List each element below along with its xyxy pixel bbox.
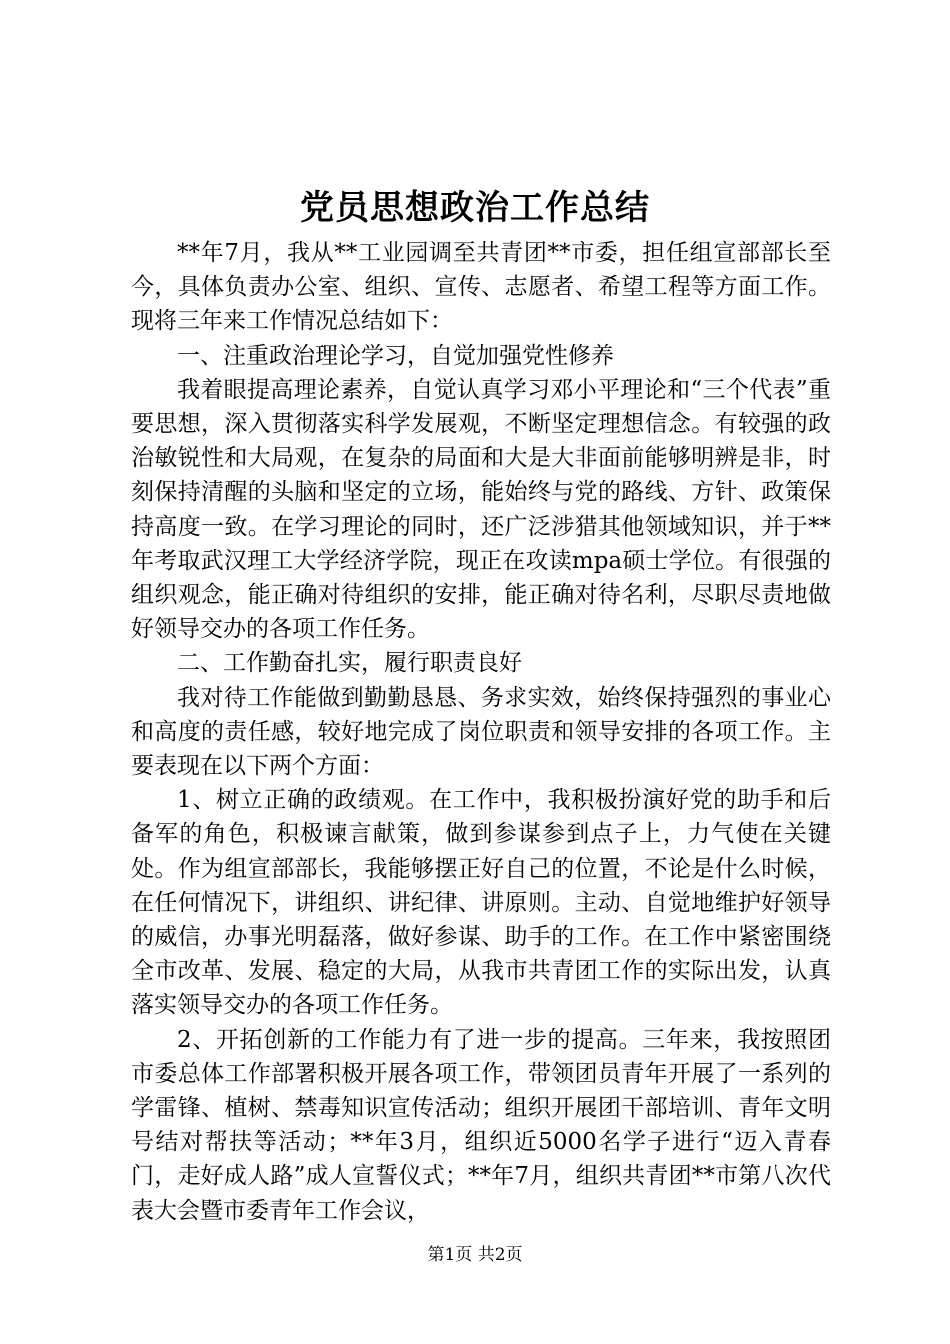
section-heading-1: 一、注重政治理论学习，自觉加强党性修养	[177, 342, 614, 369]
paragraph-work-attitude: 我对待工作能做到勤勤恳恳、务求实效，始终保持强烈的事业心和高度的责任感，较好地完成了岗位职责和领导安排的各项工作。主要表现在以下两个方面：	[131, 684, 831, 780]
page-number-footer: 第1页 共2页	[427, 1245, 523, 1265]
paragraph-point-1: 1、树立正确的政绩观。在工作中，我积极扮演好党的助手和后备军的角色，积极谏言献策，做到参谋参到点子上，力气使在关键处。作为组宣部部长，我能够摆正好自己的位置，不论是什么时候，在任何情况下，讲组织、讲纪律、讲原则。主动、自觉地维护好领导的威信，办事光明磊落，做好参谋、助手的工作。在工作中紧密围绕全市改革、发展、稳定的大局，从我市共青团工作的实际出发，认真落实领导交办的各项工作任务。	[131, 787, 831, 1019]
paragraph-theory-study: 我着眼提高理论素养，自觉认真学习邓小平理论和“三个代表”重要思想，深入贯彻落实科学发展观，不断坚定理想信念。有较强的政治敏锐性和大局观，在复杂的局面和大是大非面前能够明辨是非，时刻保持清醒的头脑和坚定的立场，能始终与党的路线、方针、政策保持高度一致。在学习理论的同时，还广泛涉猎其他领域知识，并于**年考取武汉理工大学经济学院，现正在攻读mpa硕士学位。有很强的组织观念，能正确对待组织的安排，能正确对待名利，尽职尽责地做好领导交办的各项工作任务。	[131, 376, 831, 643]
section-heading-2: 二、工作勤奋扎实，履行职责良好	[177, 650, 522, 677]
document-body	[131, 236, 831, 1228]
paragraph-intro: **年7月，我从**工业园调至共青团**市委，担任组宣部部长至今，具体负责办公室、组织、宣传、志愿者、希望工程等方面工作。现将三年来工作情况总结如下：	[131, 240, 831, 335]
page-title: 党员思想政治工作总结	[300, 188, 650, 228]
paragraph-point-2: 2、开拓创新的工作能力有了进一步的提高。三年来，我按照团市委总体工作部署积极开展各项工作，带领团员青年开展了一系列的学雷锋、植树、禁毒知识宣传活动；组织开展团干部培训、青年文明号结对帮扶等活动；**年3月，组织近5000名学子进行“迈入青春门，走好成人路”成人宣誓仪式；**年7月，组织共青团**市第八次代表大会暨市委青年工作会议，	[131, 1026, 831, 1224]
